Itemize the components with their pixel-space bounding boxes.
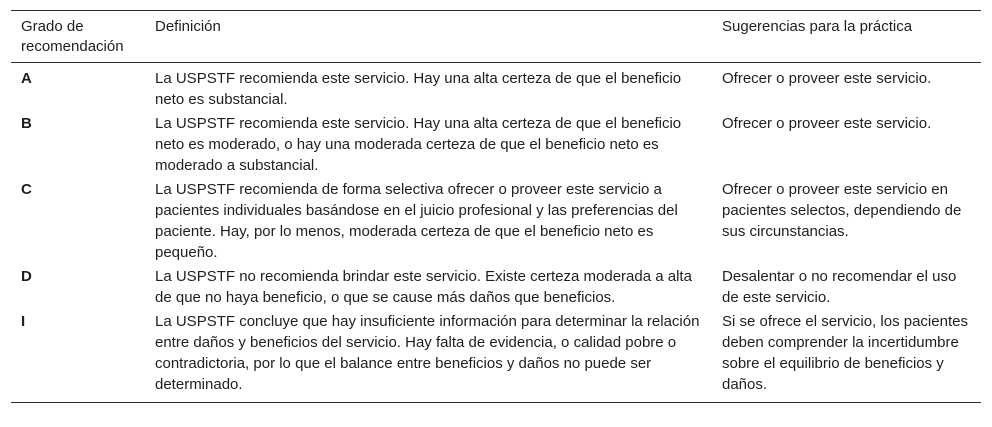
grade-cell: C xyxy=(21,181,32,198)
suggestion-cell: Desalentar o no recomendar el uso de este servicio. xyxy=(722,268,957,306)
table-body xyxy=(11,63,981,403)
table-row-i xyxy=(11,310,981,403)
grade-cell: D xyxy=(21,268,32,285)
header-row xyxy=(11,11,981,63)
suggestion-cell: Si se ofrece el servicio, los pacientes deben comprender la incertidumbre sobre el equilibrio de beneficios y daños. xyxy=(712,310,981,403)
recommendation-grades-table xyxy=(11,10,981,403)
definition-cell: La USPSTF no recomienda brindar este servicio. Existe certeza moderada a alta de que no haya beneficio, o que se cause más daños que beneficios. xyxy=(155,268,692,306)
header-definition: Definición xyxy=(145,11,712,63)
definition-cell: La USPSTF concluye que hay insuficiente información para determinar la relación entre daños y beneficios del servicio. Hay falta de evidencia, o calidad pobre o contradictoria, por lo que el balance entre beneficios y daños no puede ser determinado. xyxy=(145,310,712,403)
suggestion-cell: Ofrecer o proveer este servicio. xyxy=(722,70,932,87)
grade-cell: B xyxy=(21,115,32,132)
table-header xyxy=(11,11,981,63)
header-grade: Grado de recomendación xyxy=(11,11,145,63)
header-suggestion: Sugerencias para la práctica xyxy=(712,11,981,63)
suggestion-cell: Ofrecer o proveer este servicio en pacientes selectos, dependiendo de sus circunstancias. xyxy=(722,181,962,240)
definition-cell: La USPSTF recomienda este servicio. Hay una alta certeza de que el beneficio neto es substancial. xyxy=(155,70,682,108)
definition-cell: La USPSTF recomienda de forma selectiva ofrecer o proveer este servicio a pacientes individuales basándose en el juicio profesional y las preferencias del paciente. Hay, por lo menos, moderada certeza de que el beneficio neto es pequeño. xyxy=(155,181,678,261)
table-row-c xyxy=(11,178,981,265)
grade-cell: A xyxy=(21,70,32,87)
table-row-a xyxy=(11,63,981,113)
grade-cell: I xyxy=(11,310,145,403)
definition-cell: La USPSTF recomienda este servicio. Hay una alta certeza de que el beneficio neto es moderado, o hay una moderada certeza de que el beneficio neto es moderado a substancial. xyxy=(155,115,682,174)
suggestion-cell: Ofrecer o proveer este servicio. xyxy=(722,115,932,132)
table-row-b xyxy=(11,112,981,178)
table-row-d xyxy=(11,265,981,310)
recommendation-grades-table-container xyxy=(11,10,981,403)
